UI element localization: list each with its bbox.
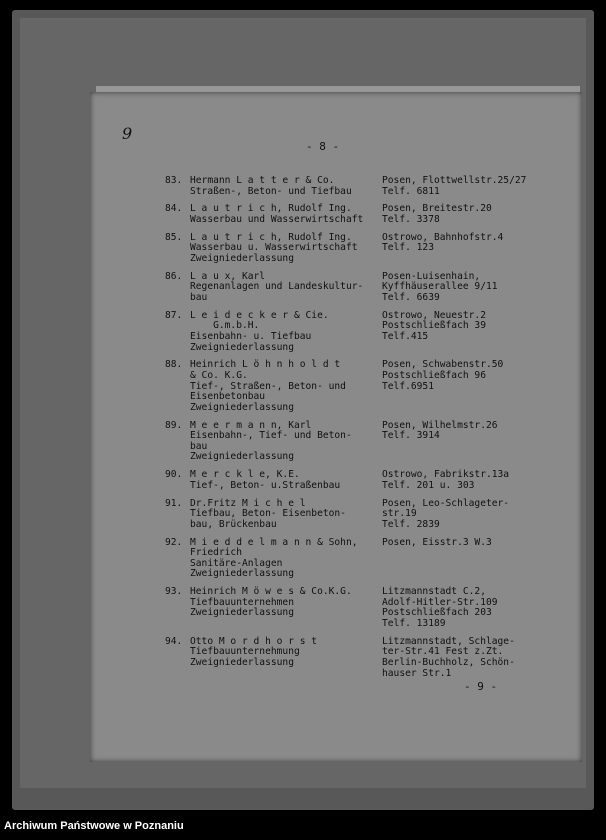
company-line: Straßen-, Beton- und Tiefbau (190, 185, 352, 197)
company-line: Zweigniederlassung (190, 568, 294, 580)
address-line: Posen, Schwabenstr.50 (382, 359, 504, 371)
entry-address (382, 311, 552, 343)
entry-address (382, 272, 552, 304)
entry-number: 89. (165, 419, 183, 431)
company-line: Friedrich (190, 547, 242, 559)
entry-company (190, 499, 380, 531)
address-line: str.19 (382, 508, 417, 520)
address-line: Ostrowo, Bahnhofstr.4 (382, 231, 504, 243)
company-line: M e e r m a n n, Karl (190, 419, 312, 431)
entry-number: 86. (165, 270, 183, 282)
company-line: Heinrich L ö h n h o l d t (190, 359, 341, 371)
company-line: Zweigniederlassung (190, 607, 294, 619)
address-line: hauser Str.1 (382, 667, 452, 679)
entry-company (190, 233, 380, 265)
entry-number: 94. (165, 635, 183, 647)
address-line: Telf. 3914 (382, 430, 440, 442)
entry-address (382, 421, 552, 442)
company-line: Zweigniederlassung (190, 401, 294, 413)
company-line: Zweigniederlassung (190, 451, 294, 463)
address-line: Posen, Eisstr.3 W.3 (382, 536, 492, 548)
company-line: Eisenbetonbau (190, 391, 266, 403)
entry-address (382, 360, 552, 392)
list-item (165, 470, 545, 498)
address-line: Telf. 3378 (382, 213, 440, 225)
list-item (165, 587, 545, 637)
company-line: & Co. K.G. (190, 369, 248, 381)
entry-company (190, 421, 380, 463)
address-line: Litzmannstadt C.2, (382, 586, 486, 598)
company-line: Tiefbauunternehmen (190, 596, 294, 608)
company-line: L a u t r i c h, Rudolf Ing. (190, 203, 352, 215)
address-line: Telf.415 (382, 330, 429, 342)
company-list (165, 176, 545, 686)
entry-company (190, 538, 380, 580)
address-line: ter-Str.41 Fest z.Zt. (382, 646, 504, 658)
company-line: M i e d d e l m a n n & Sohn, (190, 536, 358, 548)
entry-address (382, 587, 552, 629)
entry-number: 90. (165, 469, 183, 481)
address-line: Telf. 13189 (382, 617, 446, 629)
entry-address (382, 470, 552, 491)
entry-company (190, 360, 380, 413)
entry-company (190, 204, 380, 225)
entry-address (382, 233, 552, 254)
company-line: Heinrich M ö w e s & Co.K.G. (190, 586, 352, 598)
company-line: G.m.b.H. (190, 320, 260, 332)
entry-number: 83. (165, 175, 183, 186)
entry-number: 93. (165, 586, 183, 598)
entry-company (190, 637, 380, 669)
company-line: Wasserbau u. Wasserwirtschaft (190, 242, 358, 254)
company-line: bau (190, 440, 208, 452)
page-number-bottom: - 9 - (464, 680, 498, 693)
entry-address (382, 204, 552, 225)
company-line: L e i d e c k e r & Cie. (190, 309, 329, 321)
entry-address (382, 538, 552, 549)
address-line: Telf. 123 (382, 242, 434, 254)
address-line: Telf. 201 u. 303 (382, 479, 475, 491)
address-line: Posen, Flottwellstr.25/27 (382, 175, 527, 186)
address-line: Berlin-Buchholz, Schön- (382, 656, 515, 668)
address-line: Postschließfach 203 (382, 607, 492, 619)
list-item (165, 499, 545, 538)
entry-company (190, 176, 380, 197)
entry-company (190, 587, 380, 619)
company-line: Zweigniederlassung (190, 656, 294, 668)
company-line: Tiefbau, Beton- Eisenbeton- (190, 508, 346, 520)
company-line: bau, Brückenbau (190, 518, 277, 530)
page-number-top: - 8 - (306, 140, 340, 153)
address-line: Posen, Leo-Schlageter- (382, 497, 510, 509)
entry-address (382, 499, 552, 531)
list-item (165, 637, 545, 687)
address-line: Adolf-Hitler-Str.109 (382, 596, 498, 608)
address-line: Ostrowo, Neuestr.2 (382, 309, 486, 321)
address-line: Telf. 2839 (382, 518, 440, 530)
list-item (165, 421, 545, 471)
archive-footer-text: Archiwum Państwowe w Poznaniu (4, 820, 184, 832)
address-line: Posen, Wilhelmstr.26 (382, 419, 498, 431)
entry-number: 88. (165, 359, 183, 371)
address-line: Telf. 6639 (382, 291, 440, 303)
address-line: Postschließfach 96 (382, 369, 486, 381)
entry-number: 85. (165, 231, 183, 243)
company-line: Wasserbau und Wasserwirtschaft (190, 213, 364, 225)
list-item (165, 233, 545, 272)
address-line: Telf. 6811 (382, 185, 440, 197)
entry-number: 84. (165, 203, 183, 215)
entry-number: 91. (165, 497, 183, 509)
company-line: Otto M o r d h o r s t (190, 635, 318, 647)
list-item (165, 311, 545, 361)
entry-number: 92. (165, 536, 183, 548)
address-line: Kyffhäuserallee 9/11 (382, 281, 498, 293)
company-line: Zweigniederlassung (190, 252, 294, 264)
address-line: Posen, Breitestr.20 (382, 203, 492, 215)
company-line: Zweigniederlassung (190, 341, 294, 353)
company-line: Tiefbauunternehmung (190, 646, 300, 658)
list-item (165, 204, 545, 232)
list-item (165, 176, 545, 204)
company-line: Dr.Fritz M i c h e l (190, 497, 306, 509)
company-line: Tief-, Straßen-, Beton- und (190, 380, 346, 392)
entry-number: 87. (165, 309, 183, 321)
company-line: Sanitäre-Anlagen (190, 557, 283, 569)
company-line: Eisenbahn-, Tief- und Beton- (190, 430, 352, 442)
company-line: L a u x, Karl (190, 270, 266, 282)
address-line: Litzmannstadt, Schlage- (382, 635, 515, 647)
list-item (165, 538, 545, 588)
address-line: Ostrowo, Fabrikstr.13a (382, 469, 510, 481)
entry-company (190, 470, 380, 491)
entry-address (382, 637, 552, 679)
list-item (165, 272, 545, 311)
entry-company (190, 272, 380, 304)
address-line: Postschließfach 39 (382, 320, 486, 332)
list-item (165, 360, 545, 420)
company-line: Tief-, Beton- u.Straßenbau (190, 479, 341, 491)
company-line: Regenanlagen und Landeskultur- (190, 281, 364, 293)
company-line: Hermann L a t t e r & Co. (190, 175, 335, 186)
company-line: bau (190, 291, 208, 303)
margin-folio-number: 9 (122, 124, 133, 143)
company-line: L a u t r i c h, Rudolf Ing. (190, 231, 352, 243)
address-line: Telf.6951 (382, 380, 434, 392)
entry-address (382, 176, 552, 197)
address-line: Posen-Luisenhain, (382, 270, 481, 282)
company-line: M e r c k l e, K.E. (190, 469, 300, 481)
company-line: Eisenbahn- u. Tiefbau (190, 330, 312, 342)
entry-company (190, 311, 380, 353)
